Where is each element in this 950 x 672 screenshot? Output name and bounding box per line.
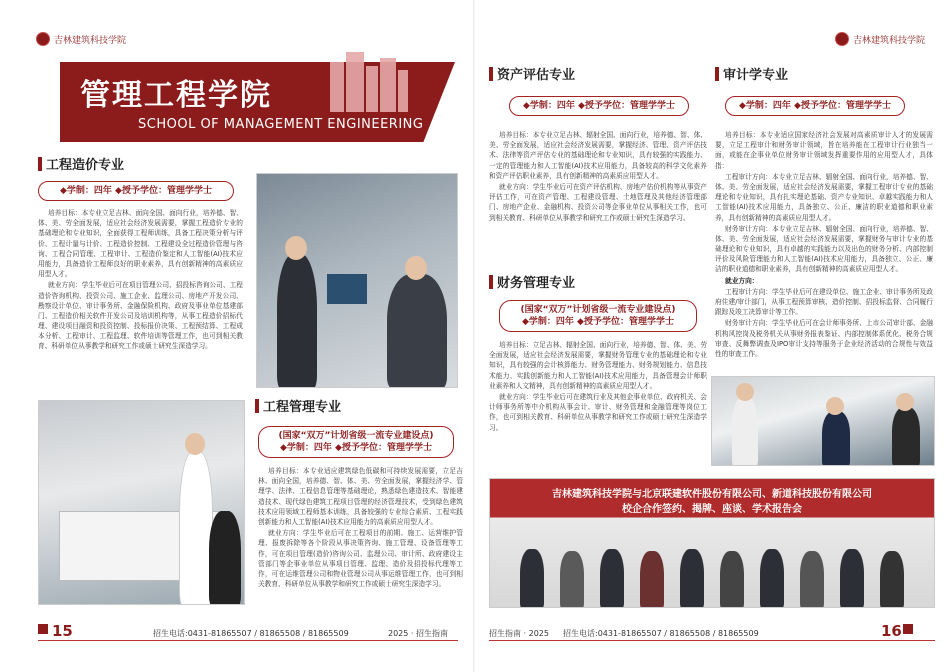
program-info-pill: ◆学制：四年 ◆授予学位：管理学学士 bbox=[509, 96, 689, 116]
college-title: 管理工程学院 bbox=[80, 78, 272, 113]
footer-divider bbox=[38, 640, 458, 641]
section-title-auditing: 审计学专业 bbox=[715, 64, 788, 83]
program-description: 培养目标：本专业适应建筑绿色低碳和可持续发展需要，立足吉林、面向全国，培养德、智、体、美、劳全面发展，掌握经济学、管理学、法律、工程信息管理等基础理论，熟悉绿色建造技术、智能建造技术、现代绿色建筑工程项目管理的经济管理技术，受到绿色建筑技术应用领域工程师基本训练，具备较强的专业综合素质、工程实践创新能力和人工智能(AI)技术应用能力的高素质应用型人才。 就业方向：学生毕业后可在工程项目的前期、施工、运营维护管理、报废拆除等各个阶段从事决策咨询、施工管理、设备管理等工作，可在项目管理(造价)咨询公司、监理公司、审计所、政府建设主管部门等企事业单位从事项目管理、监理、造价及招投标代理等工作，可在运维管理公司和物业管理公司从事运维管理工作，也可到相关教育、科研单位从事教学和研究工作或硕士研究生深造学习。 bbox=[258, 467, 463, 589]
page-marker-icon bbox=[38, 624, 48, 634]
footer-divider bbox=[489, 640, 935, 641]
building-graphic bbox=[330, 62, 344, 112]
program-info-pill: ◆学制：四年 ◆授予学位：管理学学士 bbox=[725, 96, 905, 116]
school-logo: 吉林建筑科技学院 bbox=[835, 32, 925, 46]
page-number: 16 bbox=[881, 622, 902, 640]
photo-computer-lab bbox=[256, 173, 458, 388]
section-title-asset-appraisal: 资产评估专业 bbox=[489, 64, 575, 83]
school-logo: 吉林建筑科技学院 bbox=[36, 32, 126, 46]
footer-phone: 招生电话:0431-81865507 / 81865508 / 81865509 bbox=[563, 629, 759, 638]
program-description: 培养目标：立足吉林、辐射全国、面向行业，培养德、智、体、美、劳全面发展，适应社会经济发展需要，掌握财务管理专业的基础理论和专业知识，具有较强的会计核算能力、财务管理能力、财务规划能力、信息技术能力、实践创新能力和人工智能(AI)技术应用能力，具备管理会计师职业素养和人文精神，具有创新精神的高素质应用型人才。 就业方向：学生毕业后可在建筑行业及其他企事业单位、政府机关、会计师事务所等中介机构从事会计、审计、财务管理和金融管理等岗位工作，也可到相关教育、科研单位从事教学和研究工作或硕士研究生深造学习。 bbox=[489, 341, 707, 432]
program-description: 培养目标：本专业立足吉林、面向全国、面向行业，培养德、智、体、美、劳全面发展，适应社会经济发展需要，掌握工程造价专业的基础理论和专业知识，全面获得工程师训练，具备工程决策分析与评价、工程计量与计价、工程造价控制、工程建设全过程造价管理与咨询、工程合同管理、工程审计、工程造价鉴定和人工智能(AI)技术应用能力，具备造价工程师良好的职业素养，具有创新精神的高素质应用型人才。 就业方向：学生毕业后可在项目管理公司、招投标咨询公司、工程造价咨询机构、投资公司、施工企业、监理公司、房地产开发公司、勘察设计单位、审计事务所、金融保险机构、政府及事业单位基建部门、工程造价相关软件开发公司及培训机构等，从事工程造价招标代理、建设项目融资和投资控制、投标报价决策、工程预结算、工程成本分析、工程审计、工程监理、软件培训等管理工作，也可到相关教育、科研单位从事教学和研究工作或硕士研究生深造学习。 bbox=[38, 209, 243, 351]
building-graphic bbox=[346, 52, 364, 112]
section-title-financial-management: 财务管理专业 bbox=[489, 272, 575, 291]
footer-phone: 招生电话:0431-81865507 / 81865508 / 81865509 bbox=[153, 629, 349, 638]
ceremony-banner-text: 吉林建筑科技学院与北京联建软件股份有限公司、新道科技股份有限公司 校企合作签约、揭牌、座谈、学术报告会 bbox=[552, 489, 872, 515]
building-graphic bbox=[398, 70, 408, 112]
college-subtitle: SCHOOL OF MANAGEMENT ENGINEERING bbox=[138, 117, 424, 132]
program-info-pill: ◆学制：四年 ◆授予学位：管理学学士 bbox=[38, 181, 234, 201]
building-graphic bbox=[380, 58, 396, 112]
photo-signing-ceremony bbox=[489, 478, 935, 608]
footer-guide: 2025 · 招生指南 bbox=[388, 629, 448, 638]
program-info-pill: (国家“双万”计划省级一流专业建设点) ◆学制：四年 ◆授予学位：管理学学士 bbox=[499, 300, 697, 332]
program-info-pill: (国家“双万”计划省级一流专业建设点) ◆学制：四年 ◆授予学位：管理学学士 bbox=[258, 426, 454, 458]
photo-classroom bbox=[711, 376, 935, 466]
section-title-cost-engineering: 工程造价专业 bbox=[38, 154, 124, 173]
building-graphic bbox=[366, 66, 378, 112]
page-number: 15 bbox=[52, 622, 73, 640]
section-title-engineering-management: 工程管理专业 bbox=[255, 396, 341, 415]
school-seal-icon bbox=[835, 32, 849, 46]
program-description: 培养目标：本专业适应国家经济社会发展对高素质审计人才的发展需要，立足工程审计和财务审计领域，旨在培养能在工程审计行业独当一面，或能在企事业单位财务审计领域发挥重要作用的应用型人才，具体指： 工程审计方向：本专业立足吉林、辐射全国、面向行业，培养德、智、体、美、劳全面发展，适应社会经济发展需要，掌握工程审计专业的基础理论和专业知识，具有扎实理论基础、资产专业知识、卓越实践能力和人工智能(AI)技术应用能力，具备独立、公正、廉洁的职业道德和职业素养，具有创新精神的高素质应用型人才。 财务审计方向：本专业立足吉林、辐射全国、面向行业，培养德、智、体、美、劳全面发展，适应社会经济发展需要，掌握财务与审计专业的基础理论和专业知识，具有卓越的实践能力以及出色的财务分析、内部控制评价及风险管理能力和人工智能(AI)技术应用能力，具备独立、公正、廉洁的职业道德和职业素养，具有创新精神的高素质应用型人才。 就业方向： 工程审计方向：学生毕业后可在建设单位、施工企业、审计事务所及政府住建/审计部门，从事工程预算审核、造价控制、招投标监督、合同履行跟踪及竣工决算审计等工作。 财务审计方向：学生毕业后可在会计师事务所、上市公司审计部、金融机构风控岗及税务机关从事财务报表鉴证、内部控制体系优化、税务合规审查、反舞弊调查及IPO审计支持等服务于企业经济活动的合规性与效益性的审查工作。 bbox=[715, 131, 933, 358]
right-page bbox=[475, 0, 950, 672]
page-marker-icon bbox=[903, 624, 913, 634]
footer-guide: 招生指南 · 2025 bbox=[489, 629, 549, 638]
program-description: 培养目标：本专业立足吉林、辐射全国、面向行业，培养德、智、体、美、劳全面发展，适应社会经济发展需要，掌握经济、管理、资产评估技术、法律等资产评估专业的基础理论和专业知识，具有较强的实践能力、一定的管理能力和人工智能(AI)技术应用能力，具备较高的科学文化素养和资产评估职业素养，具有创新精神的高素质应用型人才。 就业方向：学生毕业后可在资产评估机构、房地产估价机构等从事资产评估工作，可在资产管理、工程建设管理、土地管理及其他经济管理部门、房地产企业、金融机构、投资公司等企事业单位从事相关工作，也可到相关教育、科研单位从事教学和研究工作或硕士研究生深造学习。 bbox=[489, 131, 707, 222]
photo-building-model bbox=[38, 400, 245, 605]
school-seal-icon bbox=[36, 32, 50, 46]
